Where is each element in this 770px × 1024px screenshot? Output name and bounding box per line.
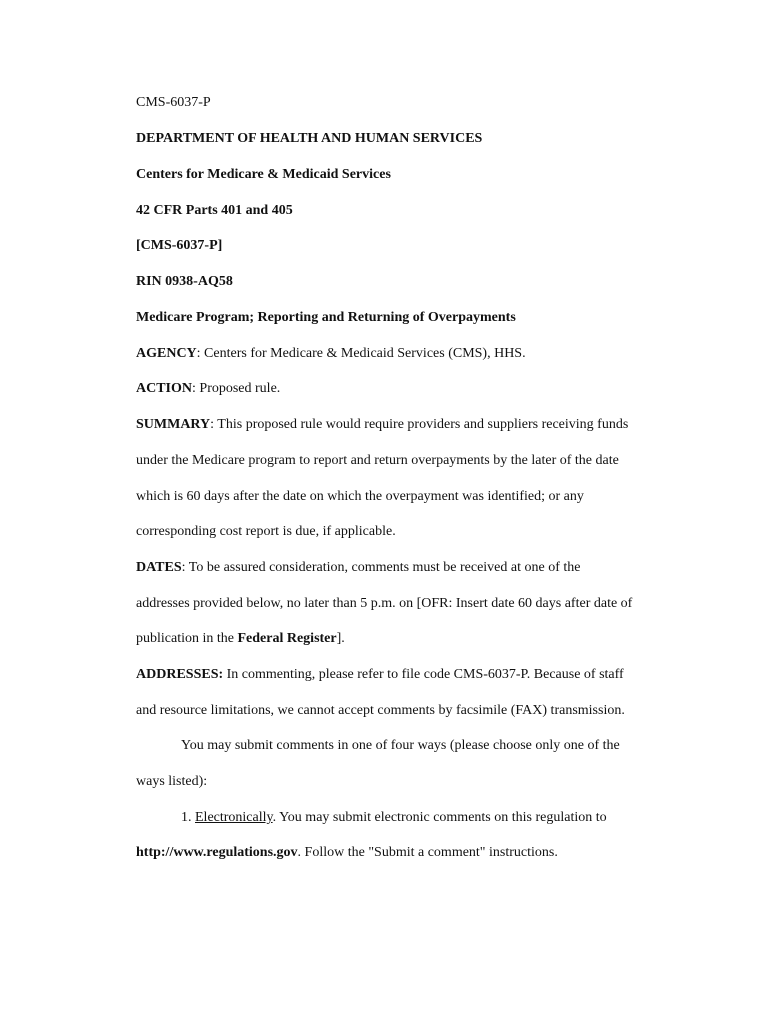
dates-line-2: addresses provided below, no later than 5 p.m. on [OFR: Insert date 60 days after date of bbox=[136, 596, 633, 611]
addresses-line-1 bbox=[136, 666, 624, 684]
dates-line-1 bbox=[136, 559, 580, 577]
submit-ways-line-2: ways listed): bbox=[136, 774, 208, 789]
electronic-item-text: . You may submit electronic comments on this regulation to bbox=[272, 810, 607, 825]
electronic-item-line-2 bbox=[136, 844, 558, 862]
submit-ways-line-1: You may submit comments in one of four ways (please choose only one of the bbox=[181, 738, 620, 753]
rin-heading: RIN 0938-AQ58 bbox=[136, 274, 233, 289]
department-heading: DEPARTMENT OF HEALTH AND HUMAN SERVICES bbox=[136, 131, 483, 146]
summary-label: SUMMARY bbox=[136, 417, 211, 432]
summary-text-1: : This proposed rule would require providers and suppliers receiving funds bbox=[210, 417, 629, 432]
doc-code: CMS-6037-P bbox=[136, 95, 211, 110]
regulations-gov-link[interactable]: http://www.regulations.gov bbox=[136, 845, 298, 860]
electronically-label: Electronically bbox=[195, 810, 273, 825]
summary-line-2: under the Medicare program to report and return overpayments by the later of the date bbox=[136, 453, 619, 468]
agency-text: : Centers for Medicare & Medicaid Services (CMS), HHS. bbox=[196, 346, 526, 361]
agency-line bbox=[136, 345, 526, 363]
addresses-text-1: In commenting, please refer to file code CMS-6037-P. Because of staff bbox=[223, 667, 624, 682]
summary-line-4: corresponding cost report is due, if applicable. bbox=[136, 524, 396, 539]
cfr-parts-heading: 42 CFR Parts 401 and 405 bbox=[136, 203, 293, 218]
dates-text-3-post: ]. bbox=[336, 631, 345, 646]
addresses-label: ADDRESSES: bbox=[136, 667, 224, 682]
docket-heading: [CMS-6037-P] bbox=[136, 238, 223, 253]
rule-title: Medicare Program; Reporting and Returning of Overpayments bbox=[136, 310, 516, 325]
action-text: : Proposed rule. bbox=[192, 381, 281, 396]
agency-label: AGENCY bbox=[136, 346, 197, 361]
federal-register-ref: Federal Register bbox=[237, 631, 337, 646]
dates-text-1: : To be assured consideration, comments must be received at one of the bbox=[181, 560, 581, 575]
summary-line-3: which is 60 days after the date on which the overpayment was identified; or any bbox=[136, 489, 584, 504]
dates-text-3-pre: publication in the bbox=[136, 631, 238, 646]
electronic-item-line-1 bbox=[181, 809, 607, 827]
action-line bbox=[136, 380, 280, 398]
addresses-line-2: and resource limitations, we cannot accept comments by facsimile (FAX) transmission. bbox=[136, 703, 625, 718]
summary-line-1 bbox=[136, 416, 628, 434]
dates-label: DATES bbox=[136, 560, 182, 575]
electronic-item-tail: . Follow the "Submit a comment" instructions. bbox=[297, 845, 558, 860]
dates-line-3 bbox=[136, 630, 345, 648]
action-label: ACTION bbox=[136, 381, 193, 396]
electronic-item-number: 1. bbox=[181, 810, 195, 825]
agency-center-heading: Centers for Medicare & Medicaid Services bbox=[136, 167, 391, 182]
